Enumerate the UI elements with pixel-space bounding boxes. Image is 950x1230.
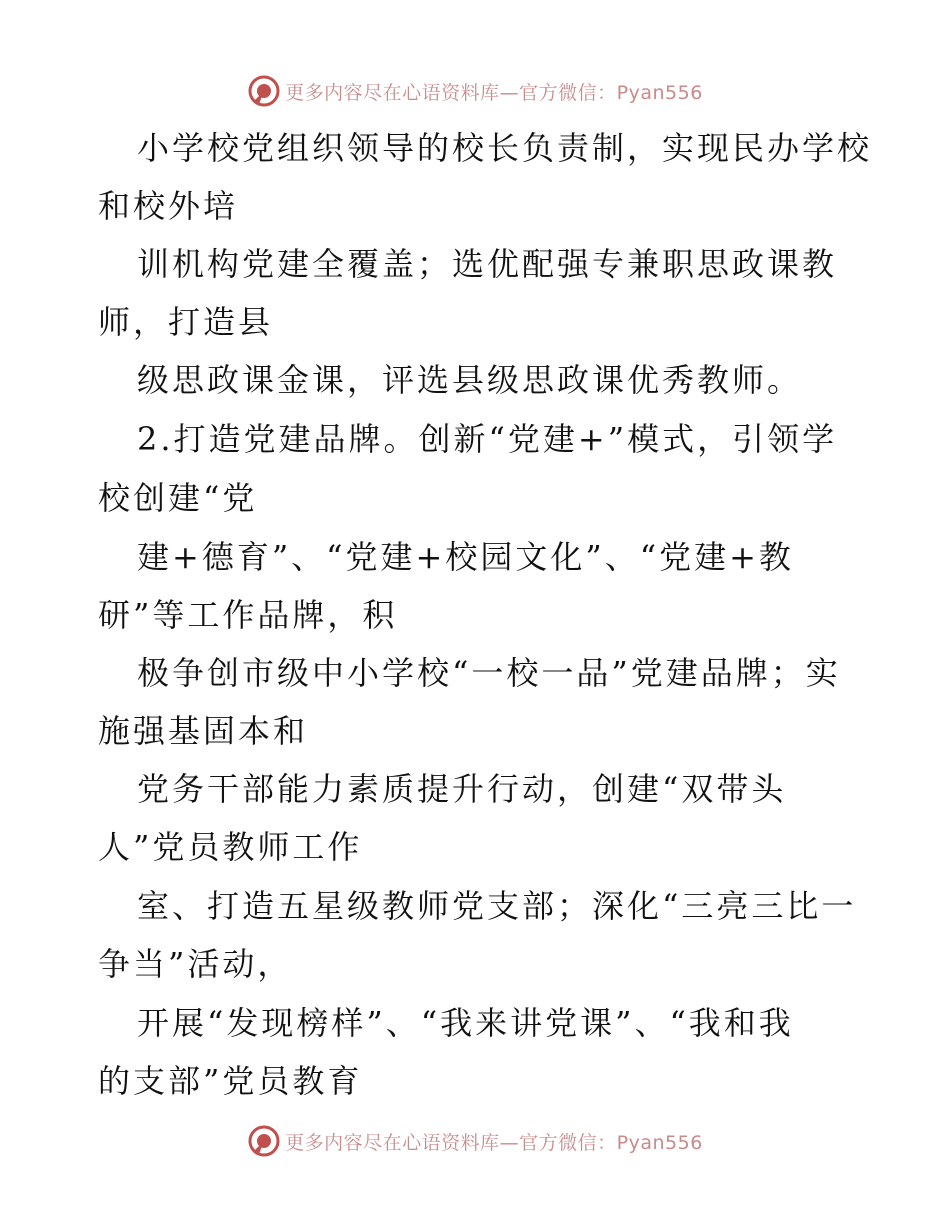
text-line: 研”等工作品牌，积 (98, 596, 398, 634)
text-line: 小学校党组织领导的校长负责制，实现民办学校 (137, 129, 873, 167)
text-line: 开展“发现榜样”、“我来讲党课”、“我和我 (137, 1004, 794, 1042)
header-watermark (0, 74, 950, 108)
brand-logo-icon (247, 74, 281, 108)
text-line: 施强基固本和 (98, 712, 309, 750)
text-line: 极争创市级中小学校“一校一品”党建品牌；实 (137, 654, 841, 692)
text-line: 的支部”党员教育 (98, 1062, 363, 1100)
text-line: 党务干部能力素质提升行动，创建“双带头 (137, 770, 787, 808)
text-line: 人”党员教师工作 (98, 828, 363, 866)
text-line: 室、打造五星级教师党支部；深化“三亮三比一 (137, 887, 857, 925)
text-line: 训机构党建全覆盖；选优配强专兼职思政课教 (137, 245, 838, 283)
text-line: 建+德育”、“党建+校园文化”、“党建+教 (137, 538, 794, 576)
text-line: 和校外培 (98, 187, 239, 225)
brand-logo-icon (247, 1124, 281, 1158)
text-line: 争当”活动， (98, 945, 293, 983)
watermark-text: 更多内容尽在心语资料库—官方微信：Pyan556 (285, 81, 703, 104)
watermark-text: 更多内容尽在心语资料库—官方微信：Pyan556 (285, 1131, 703, 1154)
text-line: 校创建“党 (98, 479, 258, 517)
text-line: 级思政课金课，评选县级思政课优秀教师。 (137, 361, 803, 399)
text-line: 师，打造县 (98, 303, 274, 341)
footer-watermark (0, 1124, 950, 1158)
text-line: 2.打造党建品牌。创新“党建+”模式，引领学 (137, 420, 838, 458)
